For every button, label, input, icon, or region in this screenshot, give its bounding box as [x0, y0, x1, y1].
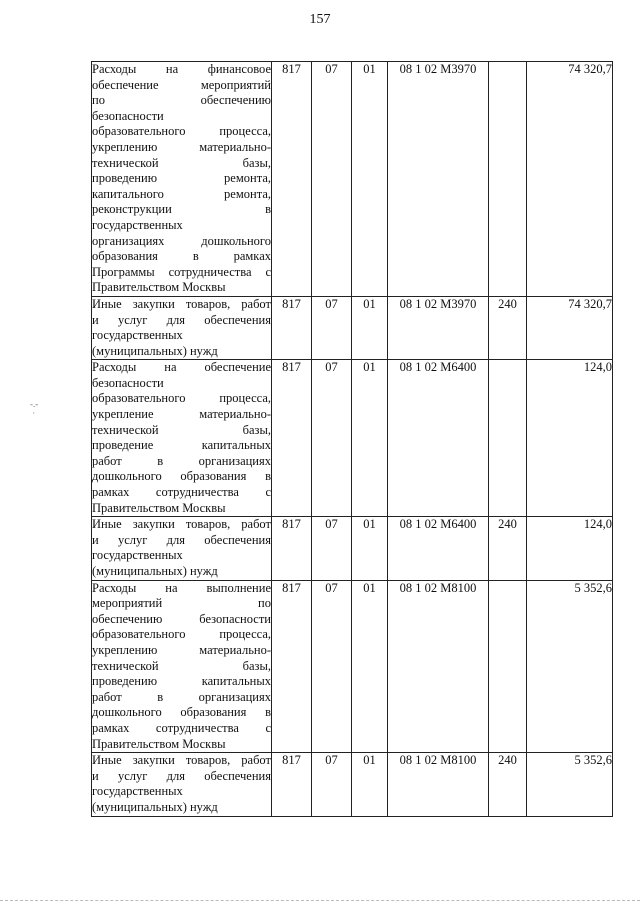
amount-value: 124,0: [527, 517, 613, 580]
section-code: 07: [312, 296, 352, 359]
description-line: Иные закупки товаров, работ: [92, 517, 271, 532]
description-line: укрепление материально-: [92, 407, 271, 422]
description-line: Правительством Москвы: [92, 736, 226, 751]
amount-value: 74 320,7: [527, 296, 613, 359]
description-line: государственных: [92, 784, 183, 799]
description-line: государственных: [92, 548, 183, 563]
ministry-code: 817: [272, 517, 312, 580]
description-line: образовательного процесса,: [92, 627, 271, 642]
description-line: мероприятий по: [92, 596, 271, 611]
target-article-code: 08 1 02 М3970: [388, 62, 489, 297]
description-line: организациях дошкольного: [92, 233, 271, 248]
subsection-code: 01: [352, 62, 388, 297]
expense-description: [92, 62, 272, 297]
description-line: образовательного процесса,: [92, 391, 271, 406]
amount-value: 5 352,6: [527, 753, 613, 816]
description-line: работ в организациях: [92, 689, 271, 704]
target-article-code: 08 1 02 М3970: [388, 296, 489, 359]
description-line: технической базы,: [92, 658, 271, 673]
expense-description: [92, 753, 272, 816]
description-line: обеспечению безопасности: [92, 611, 271, 626]
subsection-code: 01: [352, 517, 388, 580]
description-line: технической базы,: [92, 422, 271, 437]
page-number: 157: [309, 12, 331, 27]
description-line: Иные закупки товаров, работ: [92, 753, 271, 768]
table-row: [92, 580, 613, 753]
description-line: по обеспечению: [92, 93, 271, 108]
description-line: рамках сотрудничества с: [92, 720, 271, 735]
budget-table: [91, 61, 613, 817]
section-code: 07: [312, 753, 352, 816]
description-line: и услуг для обеспечения: [92, 312, 271, 327]
expense-type-code: [489, 62, 527, 297]
description-line: обеспечение мероприятий: [92, 77, 271, 92]
target-article-code: 08 1 02 М8100: [388, 580, 489, 753]
description-line: укреплению материально-: [92, 139, 271, 154]
expense-description: [92, 296, 272, 359]
description-line: рамках сотрудничества с: [92, 485, 271, 500]
expense-type-code: 240: [489, 296, 527, 359]
target-article-code: 08 1 02 М8100: [388, 753, 489, 816]
scan-edge-line: [0, 900, 640, 901]
table-row: [92, 753, 613, 816]
description-line: реконструкции в: [92, 202, 271, 217]
expense-description: [92, 517, 272, 580]
section-code: 07: [312, 517, 352, 580]
table-row: [92, 296, 613, 359]
subsection-code: 01: [352, 580, 388, 753]
description-line: капитального ремонта,: [92, 186, 271, 201]
section-code: 07: [312, 62, 352, 297]
amount-value: 74 320,7: [527, 62, 613, 297]
table-row: [92, 62, 613, 297]
expense-description: [92, 580, 272, 753]
subsection-code: 01: [352, 360, 388, 517]
expense-type-code: 240: [489, 753, 527, 816]
ministry-code: 817: [272, 580, 312, 753]
table-body: [92, 62, 613, 817]
description-line: безопасности: [92, 375, 164, 390]
description-line: проведению ремонта,: [92, 171, 271, 186]
description-line: Расходы на финансовое: [92, 62, 271, 76]
ministry-code: 817: [272, 360, 312, 517]
description-line: дошкольного образования в: [92, 705, 271, 720]
subsection-code: 01: [352, 296, 388, 359]
description-line: укреплению материально-: [92, 642, 271, 657]
amount-value: 5 352,6: [527, 580, 613, 753]
ministry-code: 817: [272, 62, 312, 297]
description-line: (муниципальных) нужд: [92, 799, 218, 814]
description-line: Иные закупки товаров, работ: [92, 296, 271, 311]
description-line: и услуг для обеспечения: [92, 768, 271, 783]
description-line: работ в организациях: [92, 453, 271, 468]
section-code: 07: [312, 360, 352, 517]
description-line: образования в рамках: [92, 249, 271, 264]
description-line: проведению капитальных: [92, 674, 271, 689]
description-line: Правительством Москвы: [92, 500, 226, 515]
expense-description: [92, 360, 272, 517]
description-line: Расходы на выполнение: [92, 580, 271, 595]
description-line: (муниципальных) нужд: [92, 564, 218, 578]
description-line: государственных: [92, 328, 183, 343]
description-line: проведение капитальных: [92, 438, 271, 453]
amount-value: 124,0: [527, 360, 613, 517]
target-article-code: 08 1 02 М6400: [388, 517, 489, 580]
description-line: дошкольного образования в: [92, 469, 271, 484]
expense-type-code: [489, 360, 527, 517]
expense-type-code: [489, 580, 527, 753]
ministry-code: 817: [272, 753, 312, 816]
description-line: технической базы,: [92, 155, 271, 170]
description-line: Расходы на обеспечение: [92, 360, 271, 375]
description-line: Программы сотрудничества с: [92, 264, 271, 279]
section-code: 07: [312, 580, 352, 753]
scan-margin-marks: -.- ·: [30, 399, 39, 418]
subsection-code: 01: [352, 753, 388, 816]
table-row: [92, 360, 613, 517]
expense-type-code: 240: [489, 517, 527, 580]
description-line: государственных: [92, 217, 183, 232]
description-line: образовательного процесса,: [92, 124, 271, 139]
description-line: и услуг для обеспечения: [92, 532, 271, 547]
table-row: [92, 517, 613, 580]
ministry-code: 817: [272, 296, 312, 359]
description-line: (муниципальных) нужд: [92, 343, 218, 358]
target-article-code: 08 1 02 М6400: [388, 360, 489, 517]
description-line: Правительством Москвы: [92, 280, 226, 295]
description-line: безопасности: [92, 108, 164, 123]
